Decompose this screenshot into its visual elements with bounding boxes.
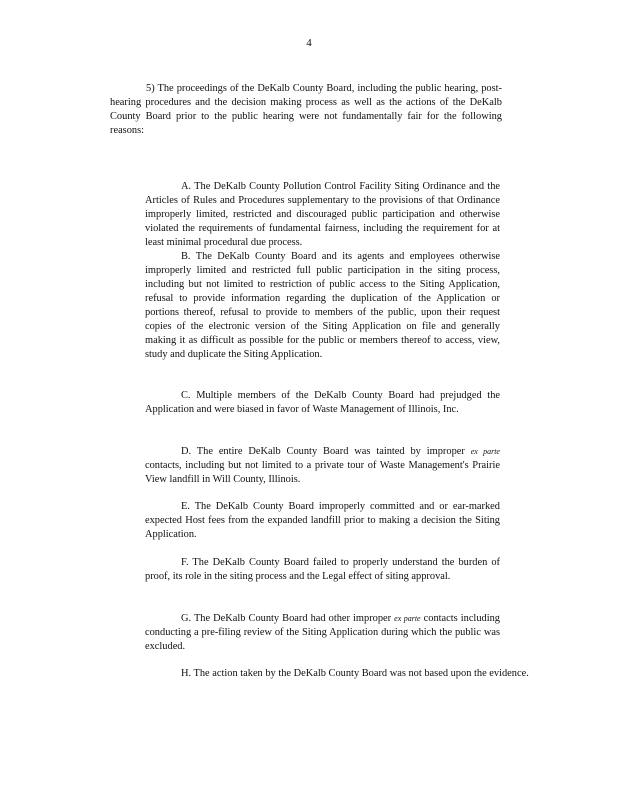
paragraph-5: 5) The proceedings of the DeKalb County Board, including the public hearing, post-hearing procedures and the decision making process as well as the actions of the DeKalb County Board prior to the public hearing were not fundamentally fair for the following reasons:: [110, 83, 502, 137]
page-number: 4: [306, 37, 312, 49]
item-d-text-after: contacts, including but not limited to a private tour of Waste Management's Prairie View landfill in Will County, Illinois.: [145, 460, 500, 486]
item-d-latin-term: ex parte: [470, 447, 500, 457]
item-b: B. The DeKalb County Board and its agents and employees otherwise improperly limited and restricted full public participation in the siting process, including but not limited to restriction of public access to the Siting Application, refusal to provide information regarding the duplication of the Application or portions thereof, refusal to provide to members of the public, upon their request copies of the electronic version of the Siting Application on file and generally making it as difficult as possible for the public or members thereof to access, view, study and duplicate the Siting Application.: [145, 251, 500, 360]
item-d-text-before: D. The entire DeKalb County Board was tainted by improper: [181, 446, 471, 458]
item-c: C. Multiple members of the DeKalb County Board had prejudged the Application and were biased in favor of Waste Management of Illinois, Inc.: [145, 390, 500, 416]
item-h: H. The action taken by the DeKalb County Board was not based upon the evidence.: [181, 668, 529, 680]
item-e: E. The DeKalb County Board improperly committed and or ear-marked expected Host fees from the expanded landfill prior to making a decision the Siting Application.: [145, 501, 500, 541]
item-g: [145, 612, 500, 654]
item-g-latin-term: ex parte: [394, 614, 421, 624]
item-g-text-before: G. The DeKalb County Board had other improper: [181, 613, 395, 625]
item-f: F. The DeKalb County Board failed to properly understand the burden of proof, its role in the siting process and the Legal effect of siting approval.: [145, 557, 500, 583]
item-g-text-after: contacts including conducting a pre-filing review of the Siting Application during which the public was excluded.: [145, 613, 500, 653]
item-a: A. The DeKalb County Pollution Control Facility Siting Ordinance and the Articles of Rules and Procedures supplementary to the provisions of that Ordinance improperly limited, restricted and discouraged public participation and otherwise violated the requirements of fundamental fairness, including the requirement for at least minimal procedural due process.: [145, 181, 500, 249]
item-d: [145, 445, 500, 487]
